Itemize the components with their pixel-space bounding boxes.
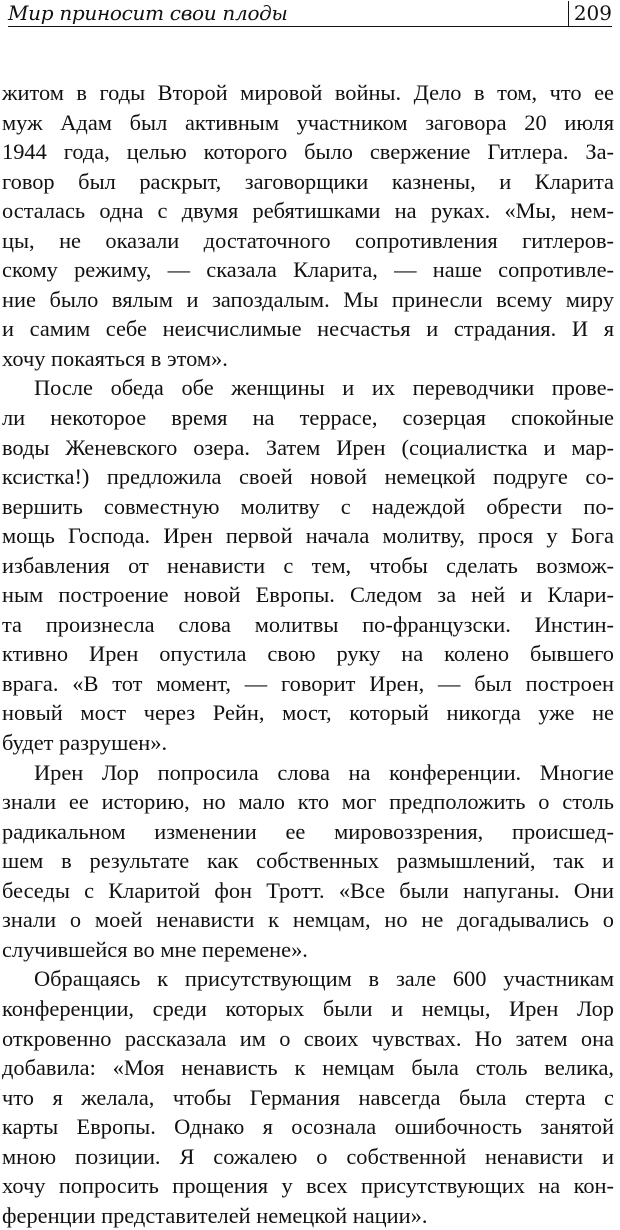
text-line: и самим себе неисчислимые несчастья и страдания. И я bbox=[2, 316, 614, 342]
body-text bbox=[0, 78, 620, 1230]
text-line: будет разрушен». bbox=[2, 730, 168, 756]
text-line: мощь Господа. Ирен первой начала молитву, прося у Бога bbox=[2, 523, 614, 549]
text-line: беседы с Кларитой фон Тротт. «Все были напуганы. Они bbox=[2, 877, 614, 903]
text-line: мною позиции. Я сожалею о собственной ненависти и bbox=[2, 1143, 614, 1169]
text-line: житом в годы Второй мировой войны. Дело в том, что ее bbox=[2, 80, 614, 105]
text-line: знали о моей ненависти к немцам, но не догадывались о bbox=[2, 907, 614, 933]
text-line: ние было вялым и запоздалым. Мы принесли всему миру bbox=[2, 286, 614, 312]
text-line: ли некоторое время на террасе, созерцая спокойные bbox=[2, 405, 614, 431]
text-line: карты Европы. Однако я осознала ошибочность занятой bbox=[2, 1114, 614, 1140]
text-line: После обеда обе женщины и их переводчики прове- bbox=[34, 375, 614, 401]
text-line: ференции представителей немецкой нации». bbox=[2, 1202, 428, 1228]
text-line: конференции, среди которых были и немцы, Ирен Лор bbox=[2, 995, 614, 1021]
text-line: добавила: «Моя ненависть к немцам была столь велика, bbox=[2, 1055, 614, 1081]
text-line: та произнесла слова молитвы по-французски. Инстин- bbox=[2, 611, 614, 637]
text-line: откровенно рассказала им о своих чувствах. Но затем она bbox=[2, 1025, 614, 1051]
text-line: что я желала, чтобы Германия навсегда была стерта с bbox=[2, 1084, 614, 1110]
paragraph bbox=[0, 964, 620, 1230]
text-line: врага. «В тот момент, — говорит Ирен, — был построен bbox=[2, 670, 614, 696]
text-line: 1944 года, целью которого было свержение Гитлера. За- bbox=[2, 139, 614, 165]
running-title: Мир приносит свои плоды bbox=[8, 1, 288, 25]
text-line: хочу попросить прощения у всех присутствующих на кон- bbox=[2, 1173, 614, 1199]
text-line: радикальном изменении ее мировоззрения, происшед- bbox=[2, 818, 614, 844]
text-line: муж Адам был активным участником заговора 20 июля bbox=[2, 109, 614, 135]
text-line: осталась одна с двумя ребятишками на руках. «Мы, нем- bbox=[2, 198, 614, 224]
text-line: воды Женевского озера. Затем Ирен (социалистка и мар- bbox=[2, 434, 614, 460]
text-line: цы, не оказали достаточного сопротивления гитлеров- bbox=[2, 227, 614, 253]
text-line: ксистка!) предложила своей новой немецкой подруге со- bbox=[2, 464, 614, 490]
paragraph bbox=[0, 373, 620, 757]
text-line: хочу покаяться в этом». bbox=[2, 345, 228, 371]
text-line: ктивно Ирен опустила свою руку на колено бывшего bbox=[2, 641, 614, 667]
paragraph bbox=[0, 78, 620, 373]
text-line: Обращаясь к присутствующим в зале 600 участникам bbox=[34, 966, 614, 992]
text-line: Ирен Лор попросила слова на конференции. Многие bbox=[34, 759, 614, 785]
text-line: избавления от ненависти с тем, чтобы сделать возмож- bbox=[2, 552, 614, 578]
running-header bbox=[8, 0, 612, 27]
text-line: скому режиму, — сказала Кларита, — наше сопротивле- bbox=[2, 257, 614, 283]
text-line: вершить совместную молитву с надеждой обрести по- bbox=[2, 493, 614, 519]
paragraph bbox=[0, 758, 620, 965]
text-line: новый мост через Рейн, мост, который никогда уже не bbox=[2, 700, 614, 726]
text-line: шем в результате как собственных размышлений, так и bbox=[2, 848, 614, 874]
text-line: знали ее историю, но мало кто мог предположить о столь bbox=[2, 789, 614, 815]
text-line: ным построение новой Европы. Следом за ней и Клари- bbox=[2, 582, 614, 608]
text-line: случившейся во мне перемене». bbox=[2, 936, 308, 962]
page-number: 209 bbox=[568, 1, 612, 26]
text-line: говор был раскрыт, заговорщики казнены, и Кларита bbox=[2, 168, 614, 194]
